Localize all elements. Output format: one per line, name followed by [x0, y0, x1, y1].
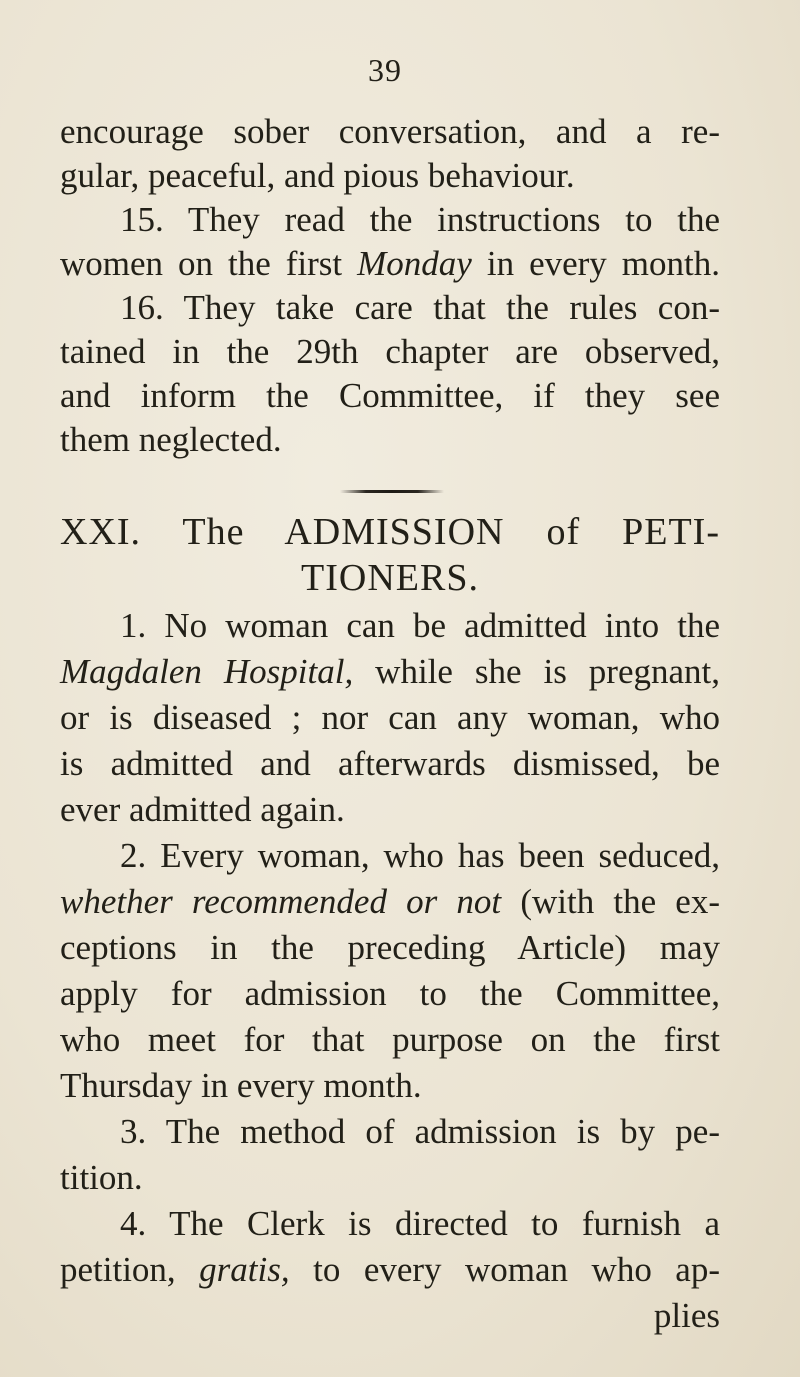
- text-line: tained in the 29th chapter are observed,: [60, 332, 720, 371]
- text-line: ever admitted again.: [60, 790, 345, 829]
- italic-text: Magdalen Hospital,: [60, 652, 354, 691]
- text-line: tition.: [60, 1158, 143, 1197]
- text-line: [60, 880, 720, 924]
- text-line: 2. Every woman, who has been seduced,: [120, 836, 720, 875]
- text-line: [60, 650, 720, 694]
- text-span: while she is pregnant,: [353, 652, 720, 691]
- text-span: in every month.: [471, 244, 720, 283]
- italic-text: gratis,: [199, 1250, 290, 1289]
- text-line: 4. The Clerk is directed to furnish a: [120, 1204, 720, 1243]
- page-number: 39: [368, 52, 402, 88]
- text-line: 16. They take care that the rules con-: [120, 288, 720, 327]
- text-span: (with the ex-: [501, 882, 720, 921]
- text-line: encourage sober conversation, and a re-: [60, 112, 720, 151]
- text-line: or is diseased ; nor can any woman, who: [60, 698, 720, 737]
- section-heading: XXI. The ADMISSION of PETI-: [60, 511, 720, 553]
- text-line: who meet for that purpose on the first: [60, 1020, 720, 1059]
- section-heading: TIONERS.: [301, 557, 479, 599]
- text-line: [60, 242, 720, 286]
- text-line: [60, 1248, 720, 1292]
- text-line: Thursday in every month.: [60, 1066, 422, 1105]
- text-line: ceptions in the preceding Article) may: [60, 928, 720, 967]
- text-line: and inform the Committee, if they see: [60, 376, 720, 415]
- italic-text: whether recommended or not: [60, 882, 502, 921]
- text-line: them neglected.: [60, 420, 282, 459]
- text-line: 1. No woman can be admitted into the: [120, 606, 720, 645]
- text-line: is admitted and afterwards dismissed, be: [60, 744, 720, 783]
- text-line: apply for admission to the Committee,: [60, 974, 720, 1013]
- text-line: 3. The method of admission is by pe-: [120, 1112, 720, 1151]
- text-span: women on the first: [60, 244, 358, 283]
- text-line: gular, peaceful, and pious behaviour.: [60, 156, 575, 195]
- text-span: petition,: [60, 1250, 200, 1289]
- text-span: to every woman who ap-: [289, 1250, 720, 1289]
- text-line: 15. They read the instructions to the: [120, 200, 720, 239]
- italic-text: Monday: [357, 244, 472, 283]
- section-divider: [340, 490, 444, 493]
- catchword: plies: [653, 1296, 720, 1335]
